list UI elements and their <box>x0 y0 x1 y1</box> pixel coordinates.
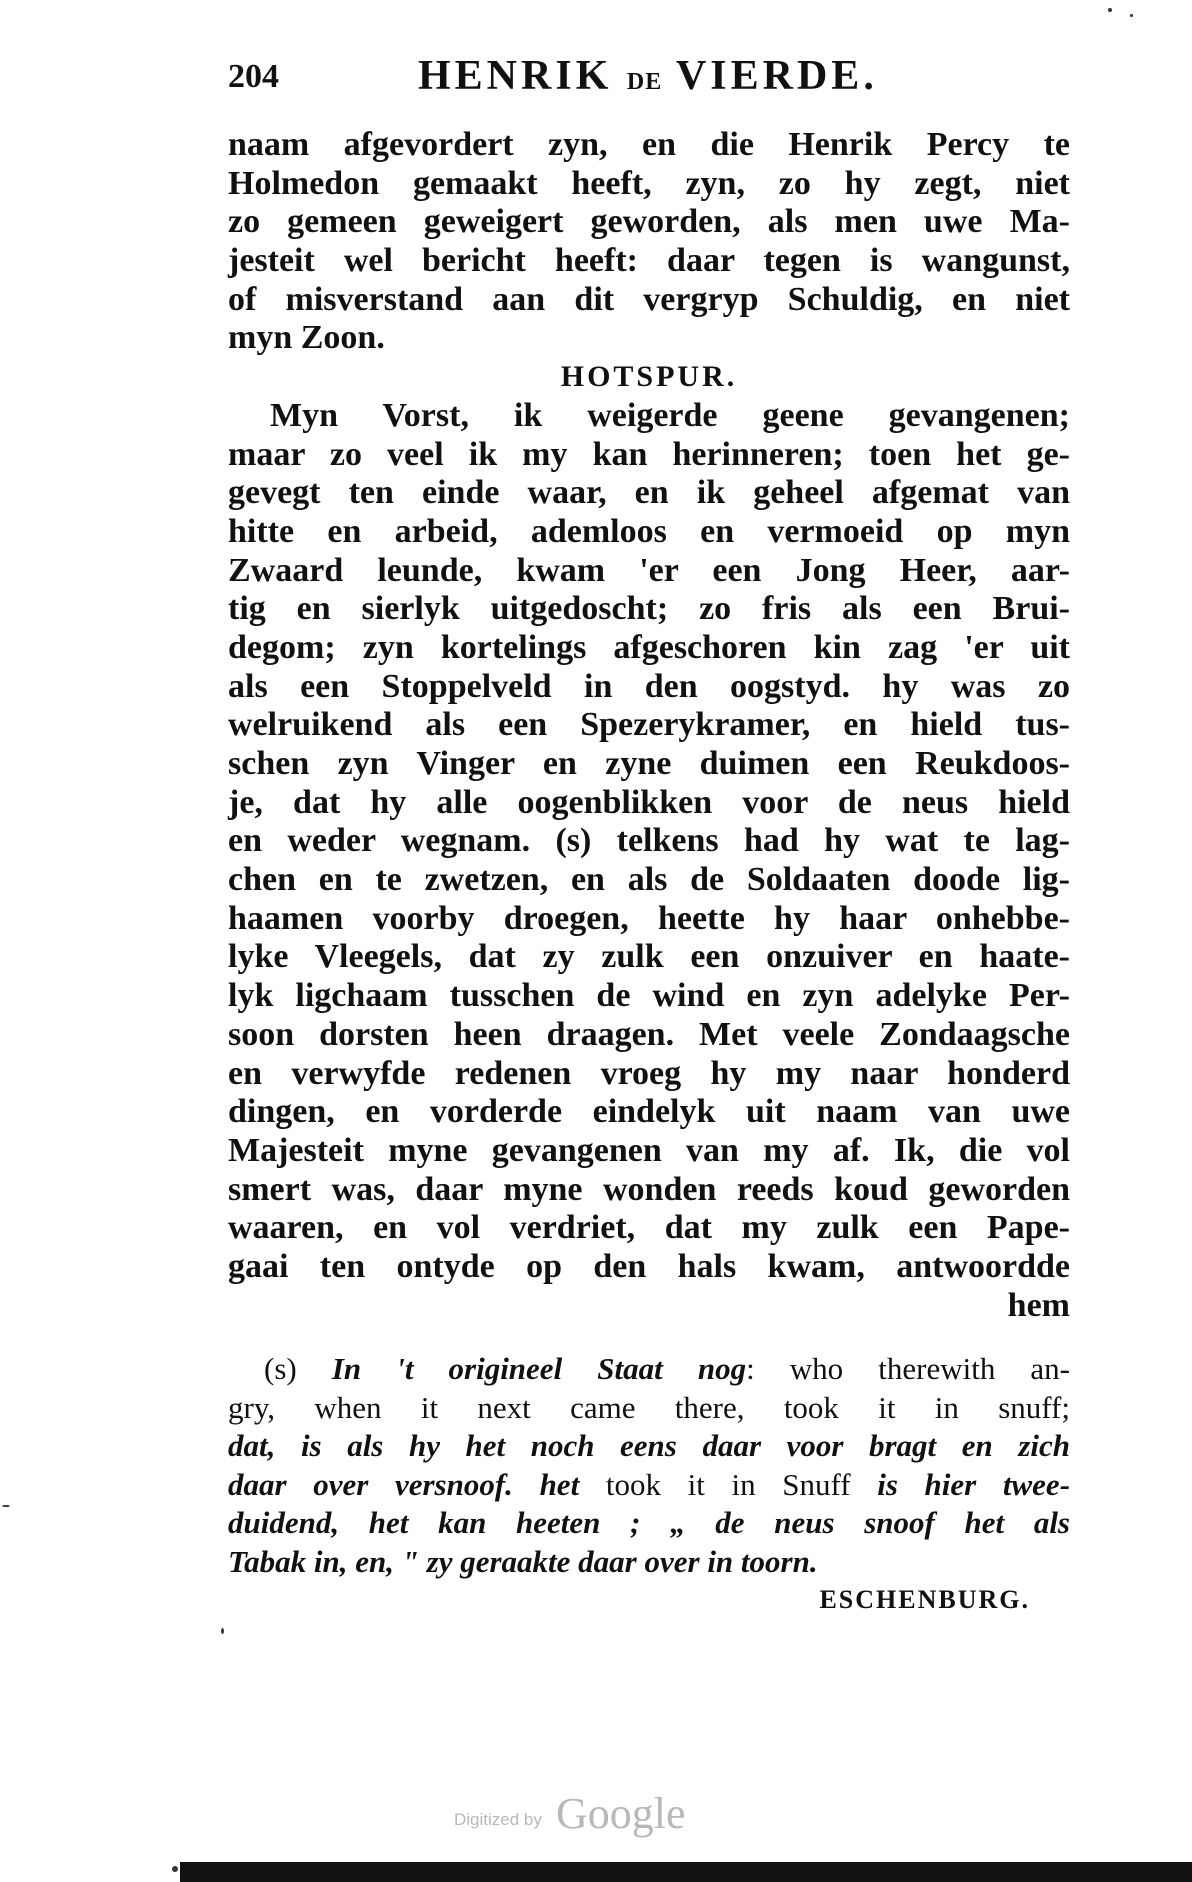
speech-line: Myn Vorst, ik weigerde geene gevangenen; <box>270 396 1070 434</box>
footnote-line: duidend, het kan heeten ; „ de neus snoof het als <box>228 1505 1070 1540</box>
speech-line: hitte en arbeid, ademloos en vermoeid op myn <box>228 512 1070 550</box>
scan-speck <box>221 1628 224 1634</box>
scan-speck <box>172 1866 178 1872</box>
footnote-line <box>228 1350 1070 1389</box>
footnote-italic: daar over versnoof. <box>228 1466 513 1502</box>
scan-speck <box>1130 14 1133 17</box>
speech-line: degom; zyn kortelings afgeschoren kin zag 'er uit <box>228 628 1070 666</box>
speech-line: en weder wegnam. (s) telkens had hy wat te lag- <box>228 822 1070 860</box>
footnote-text: took it in Snuff <box>605 1466 851 1502</box>
text-line: jesteit wel bericht heeft: daar tegen is wangunst, <box>228 242 1070 280</box>
speech-line: als een Stoppelveld in den oogstyd. hy was zo <box>228 667 1070 705</box>
main-text <box>228 126 1070 1325</box>
scan-speck <box>2 1505 10 1507</box>
running-title <box>418 52 878 100</box>
speech-line: Zwaard leunde, kwam 'er een Jong Heer, aar- <box>228 551 1070 589</box>
scan-edge-bar <box>180 1862 1192 1882</box>
speech-line: soon dorsten heen draagen. Met veele Zondaagsche <box>228 1015 1070 1053</box>
speech-line: gevegt ten einde waar, en ik geheel afgemat van <box>228 474 1070 512</box>
speaker-name: HOTSPUR. <box>560 360 738 394</box>
footnote-mark: (s) <box>264 1351 297 1386</box>
speech-line: gaai ten ontyde op den hals kwam, antwoordde <box>228 1247 1070 1285</box>
google-logo: Google <box>556 1789 686 1838</box>
speech-line: welruikend als een Spezerykramer, en hield tus- <box>228 706 1070 744</box>
text-line: myn Zoon. <box>228 319 385 357</box>
footnote-signature: ESCHENBURG. <box>819 1585 1030 1614</box>
speech-line: schen zyn Vinger en zyne duimen een Reukdoos- <box>228 745 1070 782</box>
footnote-italic: In 't origineel Staat nog <box>331 1351 747 1386</box>
footnote-italic: het <box>539 1466 580 1502</box>
page-number: 204 <box>228 58 279 95</box>
footnote-line <box>228 1466 1070 1505</box>
footnote-text: : who therewith an- <box>746 1351 1070 1386</box>
footnote-line: Tabak in, en, " zy geraakte daar over in toorn. <box>228 1543 818 1579</box>
speech-line: Majesteit myne gevangenen van my af. Ik, die vol <box>228 1131 1070 1169</box>
digitized-watermark <box>454 1788 754 1838</box>
catchword: hem <box>1007 1286 1070 1324</box>
speech-line: dingen, en vorderde eindelyk uit naam van uwe <box>228 1093 1070 1131</box>
text-line: zo gemeen geweigert geworden, als men uwe Ma- <box>228 203 1070 241</box>
title-word-small: DE <box>626 69 663 95</box>
speech-line: tig en sierlyk uitgedoscht; zo fris als een Brui- <box>228 590 1070 628</box>
speech-line: en verwyfde redenen vroeg hy my naar honderd <box>228 1054 1070 1092</box>
text-line: Holmedon gemaakt heeft, zyn, zo hy zegt, niet <box>228 164 1070 202</box>
speech-line: maar zo veel ik my kan herinneren; toen het ge- <box>228 435 1070 473</box>
footnote-line: gry, when it next came there, took it in snuff; <box>228 1389 1070 1425</box>
speech-line: waaren, en vol verdriet, dat my zulk een Pape- <box>228 1209 1070 1247</box>
scan-speck <box>1108 8 1112 12</box>
text-line: naam afgevordert zyn, en die Henrik Percy te <box>228 126 1070 163</box>
speech-line: smert was, daar myne wonden reeds koud geworden <box>228 1170 1070 1208</box>
title-word-2: VIERDE. <box>675 53 878 99</box>
running-header <box>228 52 1048 102</box>
title-word-1: HENRIK <box>418 53 613 99</box>
speech-line: je, dat hy alle oogenblikken voor de neus hield <box>228 783 1070 821</box>
footnote-line: dat, is als hy het noch eens daar voor bragt en zich <box>228 1428 1070 1463</box>
watermark-digitized-text: Digitized by <box>454 1810 542 1829</box>
text-line: of misverstand aan dit vergryp Schuldig, en niet <box>228 280 1070 318</box>
speech-line: lyke Vleegels, dat zy zulk een onzuiver en haate- <box>228 938 1070 976</box>
speech-line: lyk ligchaam tusschen de wind en zyn adelyke Per- <box>228 977 1070 1015</box>
footnote-italic: is hier twee- <box>877 1466 1071 1502</box>
speech-line: haamen voorby droegen, heette hy haar onhebbe- <box>228 899 1070 937</box>
footnote <box>228 1350 1070 1620</box>
speech-line: chen en te zwetzen, en als de Soldaaten doode lig- <box>228 861 1070 899</box>
